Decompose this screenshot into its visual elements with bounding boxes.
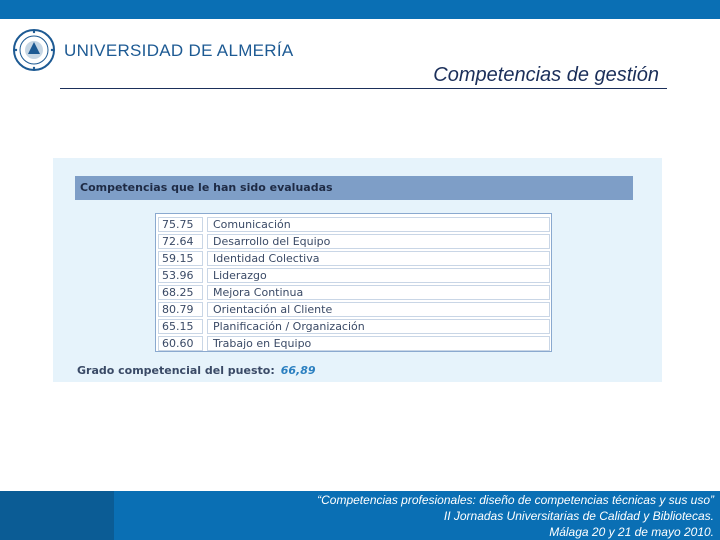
top-bar	[0, 0, 720, 19]
score-cell: 65.15	[158, 319, 203, 334]
competency-name-cell: Trabajo en Equipo	[207, 336, 550, 351]
score-cell: 80.79	[158, 302, 203, 317]
footer-line-date: Málaga 20 y 21 de mayo 2010.	[549, 525, 714, 539]
score-cell: 60.60	[158, 336, 203, 351]
competency-name-cell: Desarrollo del Equipo	[207, 234, 550, 249]
page-title: Competencias de gestión	[433, 64, 659, 86]
competency-name-cell: Identidad Colectiva	[207, 251, 550, 266]
competency-name-cell: Mejora Continua	[207, 285, 550, 300]
score-cell: 53.96	[158, 268, 203, 283]
footer-accent-block	[0, 491, 114, 540]
footer-citation	[317, 492, 714, 540]
competency-name-cell: Liderazgo	[207, 268, 550, 283]
grade-value: 66,89	[280, 364, 316, 377]
competencies-table	[155, 213, 552, 352]
footer-line-title: “Competencias profesionales: diseño de competencias técnicas y sus uso”	[317, 493, 714, 507]
score-cell: 75.75	[158, 217, 203, 232]
score-cell: 59.15	[158, 251, 203, 266]
university-seal-icon	[12, 28, 56, 72]
footer-bar	[0, 491, 720, 540]
title-divider	[60, 88, 667, 89]
competency-name-cell: Planificación / Organización	[207, 319, 550, 334]
competency-name-cell: Comunicación	[207, 217, 550, 232]
competency-name-cell: Orientación al Cliente	[207, 302, 550, 317]
score-cell: 72.64	[158, 234, 203, 249]
score-cell: 68.25	[158, 285, 203, 300]
grade-summary	[77, 364, 316, 377]
panel-header: Competencias que le han sido evaluadas	[75, 176, 633, 200]
footer-line-event: II Jornadas Universitarias de Calidad y Bibliotecas.	[443, 509, 714, 523]
grade-label: Grado competencial del puesto:	[77, 364, 275, 377]
university-name: UNIVERSIDAD DE ALMERÍA	[64, 41, 294, 60]
